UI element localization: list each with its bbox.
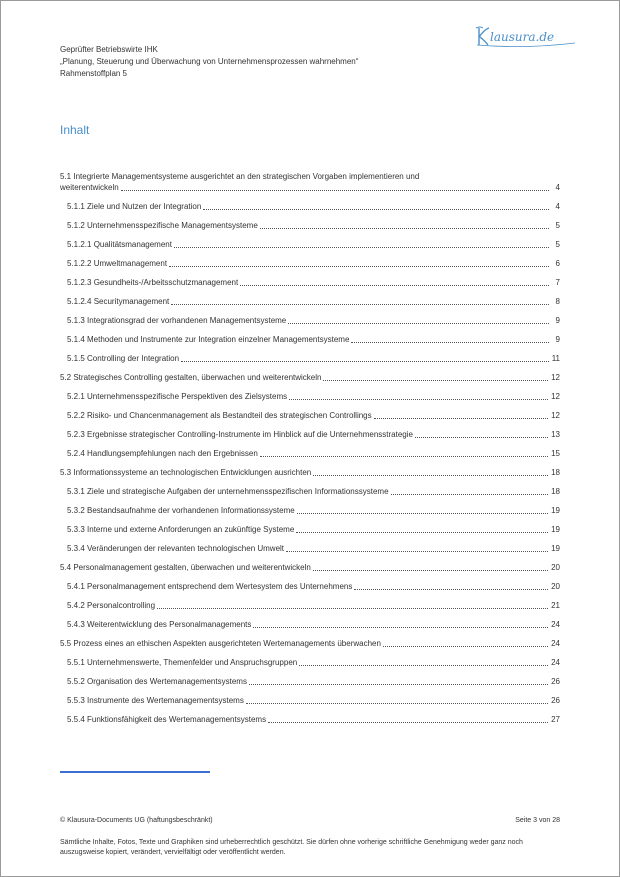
toc-entry-text: 5.2.1 Unternehmensspezifische Perspektiven des Zielsystems	[67, 392, 288, 401]
footer-legal-note: Sämtliche Inhalte, Fotos, Texte und Graphiken sind urheberrechtlich geschützt. Sie dürfen ohne vorherige schriftliche Genehmigung weder ganz noch auszugsweise kopiert, verändert, vervielfältigt oder veröffentlicht werden.	[60, 839, 523, 856]
toc-entry-text: 5.1.2 Unternehmensspezifische Managementsysteme	[67, 221, 258, 230]
document-footer	[60, 816, 560, 858]
dot-leader	[313, 569, 548, 571]
toc-entry-page: 4	[555, 183, 560, 192]
toc-entry[interactable]	[60, 193, 560, 212]
dot-leader	[174, 246, 549, 248]
footer-copyright: © Klausura-Documents UG (haftungsbeschränkt)	[60, 817, 213, 824]
toc-entry-text: 5.3.4 Veränderungen der relevanten technologischen Umwelt	[67, 544, 285, 553]
toc-entry-text: 5.4.1 Personalmanagement entsprechend dem Wertesystem des Unternehmens	[67, 582, 353, 591]
toc-entry-page: 21	[551, 601, 560, 610]
toc-entry-page: 5	[555, 221, 560, 230]
toc-entry-page: 12	[551, 373, 560, 382]
dot-leader	[268, 721, 548, 723]
toc-entry[interactable]	[60, 383, 560, 402]
toc-entry-page: 13	[551, 430, 560, 439]
toc-entry[interactable]	[60, 459, 560, 478]
toc-entry-text: 5.1.2.1 Qualitätsmanagement	[67, 240, 172, 249]
dot-leader	[169, 265, 549, 267]
toc-entry[interactable]	[60, 687, 560, 706]
dot-leader	[354, 588, 548, 590]
toc-entry-text: 5.5.2 Organisation des Wertemanagementsystems	[67, 677, 247, 686]
toc-entry[interactable]	[60, 364, 560, 383]
toc-entry-text: 5.4.2 Personalcontrolling	[67, 601, 156, 610]
toc-entry-text: 5.3.3 Interne und externe Anforderungen an zukünftige Systeme	[67, 525, 295, 534]
toc-entry-page: 20	[551, 582, 560, 591]
toc-entry-page: 18	[551, 468, 560, 477]
toc-entry-page: 7	[555, 278, 560, 287]
dot-leader	[289, 398, 548, 400]
toc-entry-text: 5.3.2 Bestandsaufnahme der vorhandenen Informationssysteme	[67, 506, 295, 515]
toc-entry-page: 24	[551, 639, 560, 648]
toc-entry[interactable]	[60, 497, 560, 516]
toc-entry-text: 5.3.1 Ziele und strategische Aufgaben der unternehmensspezifischen Informationssysteme	[67, 487, 389, 496]
toc-entry-page: 12	[551, 392, 560, 401]
toc-entry-page: 15	[551, 449, 560, 458]
toc-entry-page: 19	[551, 506, 560, 515]
table-of-contents	[60, 171, 560, 725]
toc-entry-page: 19	[551, 525, 560, 534]
dot-leader	[391, 493, 549, 495]
toc-entry-text: 5.4.3 Weiterentwicklung des Personalmanagements	[67, 620, 252, 629]
dot-leader	[240, 284, 549, 286]
footer-page-info: Seite 3 von 28	[515, 817, 560, 824]
toc-entry-page: 6	[555, 259, 560, 268]
toc-entry-text: 5.1.3 Integrationsgrad der vorhandenen Managementsysteme	[67, 316, 287, 325]
dot-leader	[297, 512, 548, 514]
toc-entry-page: 12	[551, 411, 560, 420]
toc-entry[interactable]	[60, 478, 560, 497]
toc-entry-text: 5.2 Strategisches Controlling gestalten, überwachen und weiterentwickeln	[60, 373, 322, 382]
dot-leader	[323, 379, 548, 381]
toc-title: Inhalt	[60, 123, 90, 137]
footnote-separator	[60, 771, 210, 773]
toc-entry[interactable]	[60, 630, 560, 649]
header-line-3: Rahmenstoffplan 5	[60, 69, 128, 78]
document-header	[60, 44, 358, 80]
toc-entry[interactable]	[60, 326, 560, 345]
toc-entry-page: 26	[551, 696, 560, 705]
dot-leader	[288, 322, 549, 324]
toc-entry-text-continued: weiterentwickeln	[60, 183, 119, 192]
toc-entry-text: 5.1.1 Ziele und Nutzen der Integration	[67, 202, 202, 211]
dot-leader	[383, 645, 548, 647]
dot-leader	[181, 360, 549, 362]
toc-entry[interactable]	[60, 535, 560, 554]
toc-entry[interactable]	[60, 516, 560, 535]
dot-leader	[313, 474, 548, 476]
dot-leader	[203, 208, 549, 210]
dot-leader	[415, 436, 548, 438]
toc-entry[interactable]	[60, 649, 560, 668]
svg-text:lausura.de: lausura.de	[490, 30, 555, 44]
toc-entry[interactable]	[60, 592, 560, 611]
toc-entry-text: 5.5.1 Unternehmenswerte, Themenfelder und Anspruchsgruppen	[67, 658, 298, 667]
toc-entry-text: 5.5 Prozess eines an ethischen Aspekten ausgerichteten Wertemanagements überwachen	[60, 639, 381, 648]
toc-entry-text: 5.1.5 Controlling der Integration	[67, 354, 180, 363]
dot-leader	[121, 189, 549, 191]
toc-entry-page: 11	[551, 354, 560, 363]
toc-entry-text: 5.1 Integrierte Managementsysteme ausgerichtet an den strategischen Vorgaben implementieren und	[60, 172, 420, 181]
toc-entry-page: 27	[551, 715, 560, 724]
dot-leader	[260, 227, 549, 229]
toc-entry[interactable]	[60, 421, 560, 440]
header-line-2: „Planung, Steuerung und Überwachung von Unternehmensprozessen wahrnehmen“	[60, 57, 359, 66]
toc-entry[interactable]	[60, 288, 560, 307]
toc-entry-text: 5.5.4 Funktionsfähigkeit des Wertemanagementsystems	[67, 715, 267, 724]
klausurade-logo	[475, 25, 579, 49]
dot-leader	[260, 455, 548, 457]
toc-entry-page: 9	[555, 316, 560, 325]
toc-entry[interactable]	[60, 573, 560, 592]
toc-entry-text: 5.1.2.2 Umweltmanagement	[67, 259, 168, 268]
toc-entry[interactable]	[60, 706, 560, 725]
dot-leader	[374, 417, 548, 419]
toc-entry-page: 24	[551, 620, 560, 629]
toc-entry[interactable]	[60, 269, 560, 288]
toc-entry-text: 5.3 Informationssysteme an technologischen Entwicklungen ausrichten	[60, 468, 312, 477]
toc-entry-page: 8	[555, 297, 560, 306]
toc-entry-text: 5.1.2.3 Gesundheits-/Arbeitsschutzmanagement	[67, 278, 239, 287]
toc-entry-page: 4	[555, 202, 560, 211]
toc-entry-page: 5	[555, 240, 560, 249]
dot-leader	[299, 664, 548, 666]
toc-entry-text: 5.5.3 Instrumente des Wertemanagementsystems	[67, 696, 244, 705]
toc-entry-page: 9	[555, 335, 560, 344]
header-line-1: Geprüfter Betriebswirte IHK	[60, 45, 158, 54]
toc-entry-text: 5.2.3 Ergebnisse strategischer Controlling-Instrumente im Hinblick auf die Unternehmensstrategie	[67, 430, 413, 439]
toc-entry[interactable]	[60, 250, 560, 269]
toc-entry[interactable]	[60, 402, 560, 421]
dot-leader	[253, 626, 548, 628]
dot-leader	[286, 550, 548, 552]
toc-entry[interactable]	[60, 345, 560, 364]
dot-leader	[296, 531, 548, 533]
toc-entry-page: 18	[551, 487, 560, 496]
toc-entry[interactable]	[60, 440, 560, 459]
dot-leader	[171, 303, 549, 305]
toc-entry[interactable]	[60, 231, 560, 250]
toc-entry-page: 20	[551, 563, 560, 572]
toc-entry[interactable]	[60, 212, 560, 231]
toc-entry-5-1[interactable]	[60, 171, 560, 193]
toc-entry[interactable]	[60, 554, 560, 573]
toc-entry-page: 24	[551, 658, 560, 667]
toc-entry-text: 5.1.4 Methoden und Instrumente zur Integration einzelner Managementsysteme	[67, 335, 350, 344]
toc-entry-text: 5.2.4 Handlungsempfehlungen nach den Ergebnissen	[67, 449, 258, 458]
toc-entry-page: 19	[551, 544, 560, 553]
toc-entry-text: 5.2.2 Risiko- und Chancenmanagement als Bestandteil des strategischen Controllings	[67, 411, 372, 420]
dot-leader	[246, 702, 548, 704]
dot-leader	[157, 607, 548, 609]
toc-entry-page: 26	[551, 677, 560, 686]
toc-entry-text: 5.4 Personalmanagement gestalten, überwachen und weiterentwickeln	[60, 563, 311, 572]
toc-entry-text: 5.1.2.4 Securitymanagement	[67, 297, 170, 306]
toc-entry[interactable]	[60, 611, 560, 630]
toc-entry[interactable]	[60, 668, 560, 687]
dot-leader	[351, 341, 549, 343]
dot-leader	[249, 683, 548, 685]
toc-entry[interactable]	[60, 307, 560, 326]
